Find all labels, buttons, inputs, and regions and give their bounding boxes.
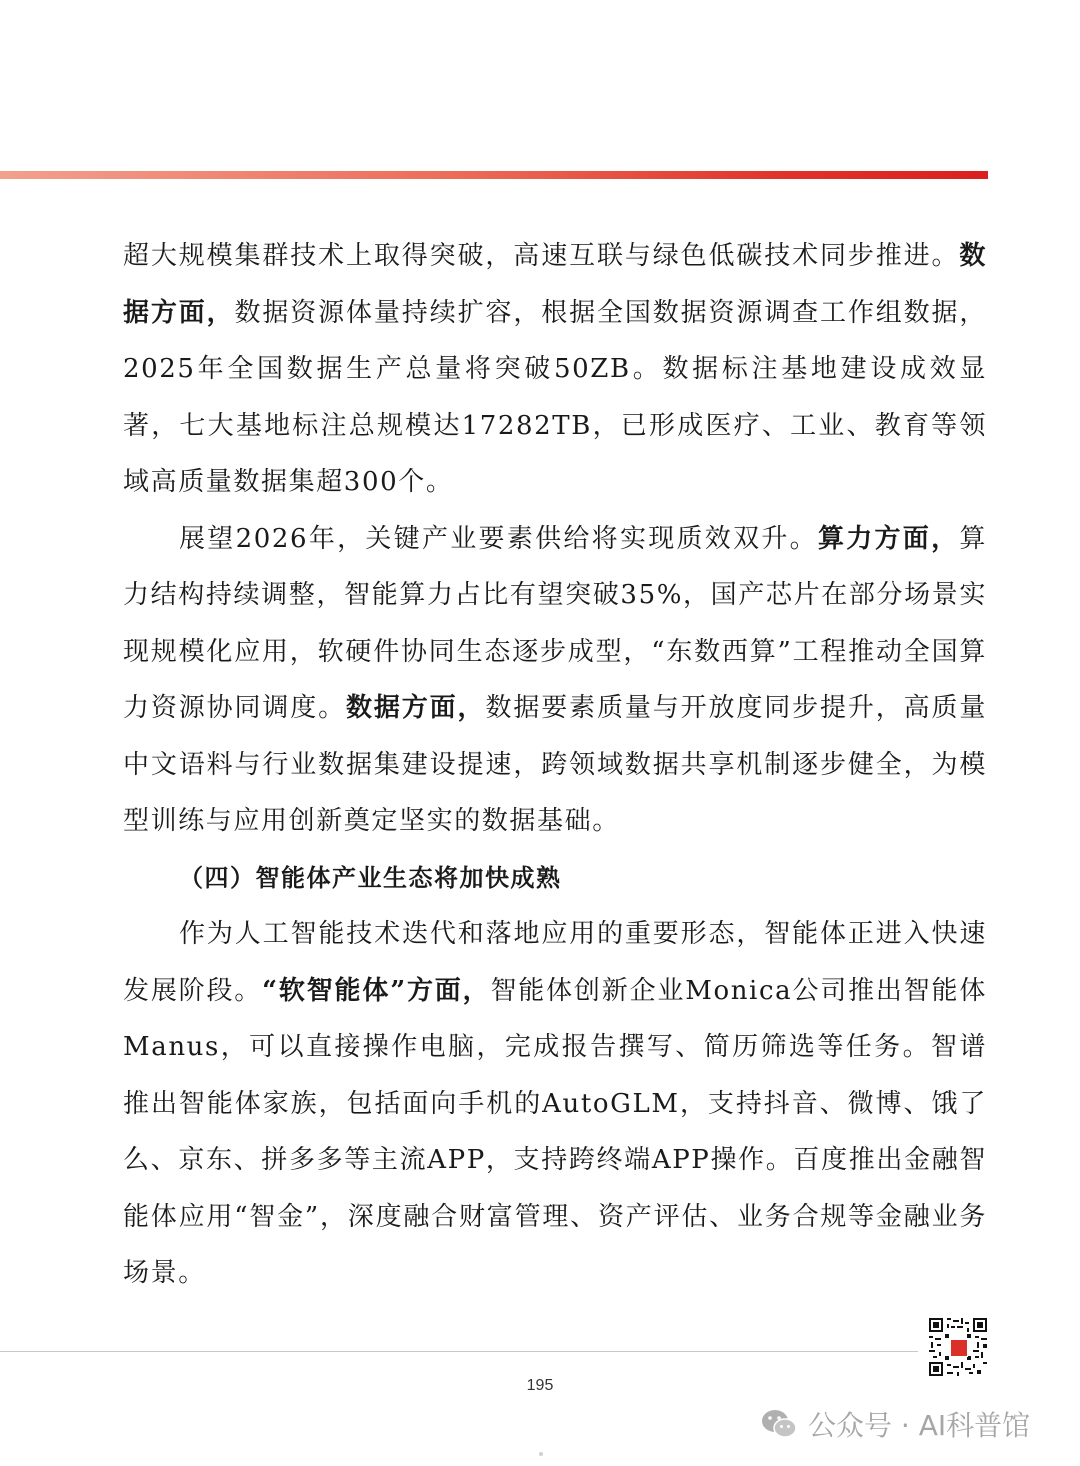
- watermark: [760, 1404, 1030, 1444]
- paragraph-agents: [123, 906, 987, 1302]
- header-accent-rule: [0, 171, 988, 179]
- paragraph-text: 展望2026年，关键产业要素供给将实现质效双升。: [179, 523, 818, 554]
- footer-rule: [0, 1351, 918, 1352]
- wechat-icon: [760, 1407, 798, 1441]
- paragraph-text: 超大规模集群技术上取得突破，高速互联与绿色低碳技术同步推进。: [123, 241, 960, 271]
- qr-logo-badge: [950, 1339, 968, 1357]
- section-heading: （四）智能体产业生态将加快成熟: [179, 862, 562, 892]
- watermark-text: 公众号 · AI科普馆: [808, 1409, 1031, 1442]
- qr-code-icon: [929, 1318, 987, 1376]
- bold-lead-soft-agent: “软智能体”方面，: [262, 975, 491, 1006]
- page-number: 195: [526, 1377, 554, 1394]
- paragraph-text: 算力结构持续调整，智能算力占比有望突破35%，国产芯片在部分场景实现规模化应用，软硬件协同生态逐步成型，“东数西算”工程推动全国算力资源协同调度。: [123, 523, 987, 723]
- bold-lead-compute: 算力方面，: [817, 523, 960, 554]
- bold-lead-data: 数据方面，: [346, 693, 486, 723]
- paragraph-text: 数据资源体量持续扩容，根据全国数据资源调查工作组数据，2025年全国数据生产总量将突破50ZB。数据标注基地建设成效显著，七大基地标注总规模达17282TB，已形成医疗、工业、教育等领域高质量数据集超300个。: [123, 297, 988, 497]
- paragraph-text: 作为人工智能技术迭代和落地应用的重要形态，智能体正进入快速发展阶段。: [123, 919, 987, 1006]
- pagination-dot: [539, 1452, 543, 1456]
- paragraph-text: 智能体创新企业Monica公司推出智能体Manus，可以直接操作电脑，完成报告撰写、简历筛选等任务。智谱推出智能体家族，包括面向手机的AutoGLM，支持抖音、微博、饿了么、京东、拼多多等主流APP，支持跨终端APP操作。百度推出金融智能体应用“智金”，深度融合财富管理、资产评估、业务合规等金融业务场景。: [123, 975, 987, 1288]
- document-body: [123, 228, 987, 1302]
- paragraph-data-resources: [123, 228, 987, 511]
- bold-lead-data: 数据方面，: [123, 241, 987, 328]
- paragraph-outlook-2026: [123, 511, 987, 850]
- paragraph-text: 数据要素质量与开放度同步提升，高质量中文语料与行业数据集建设提速，跨领域数据共享机制逐步健全，为模型训练与应用创新奠定坚实的数据基础。: [123, 693, 987, 836]
